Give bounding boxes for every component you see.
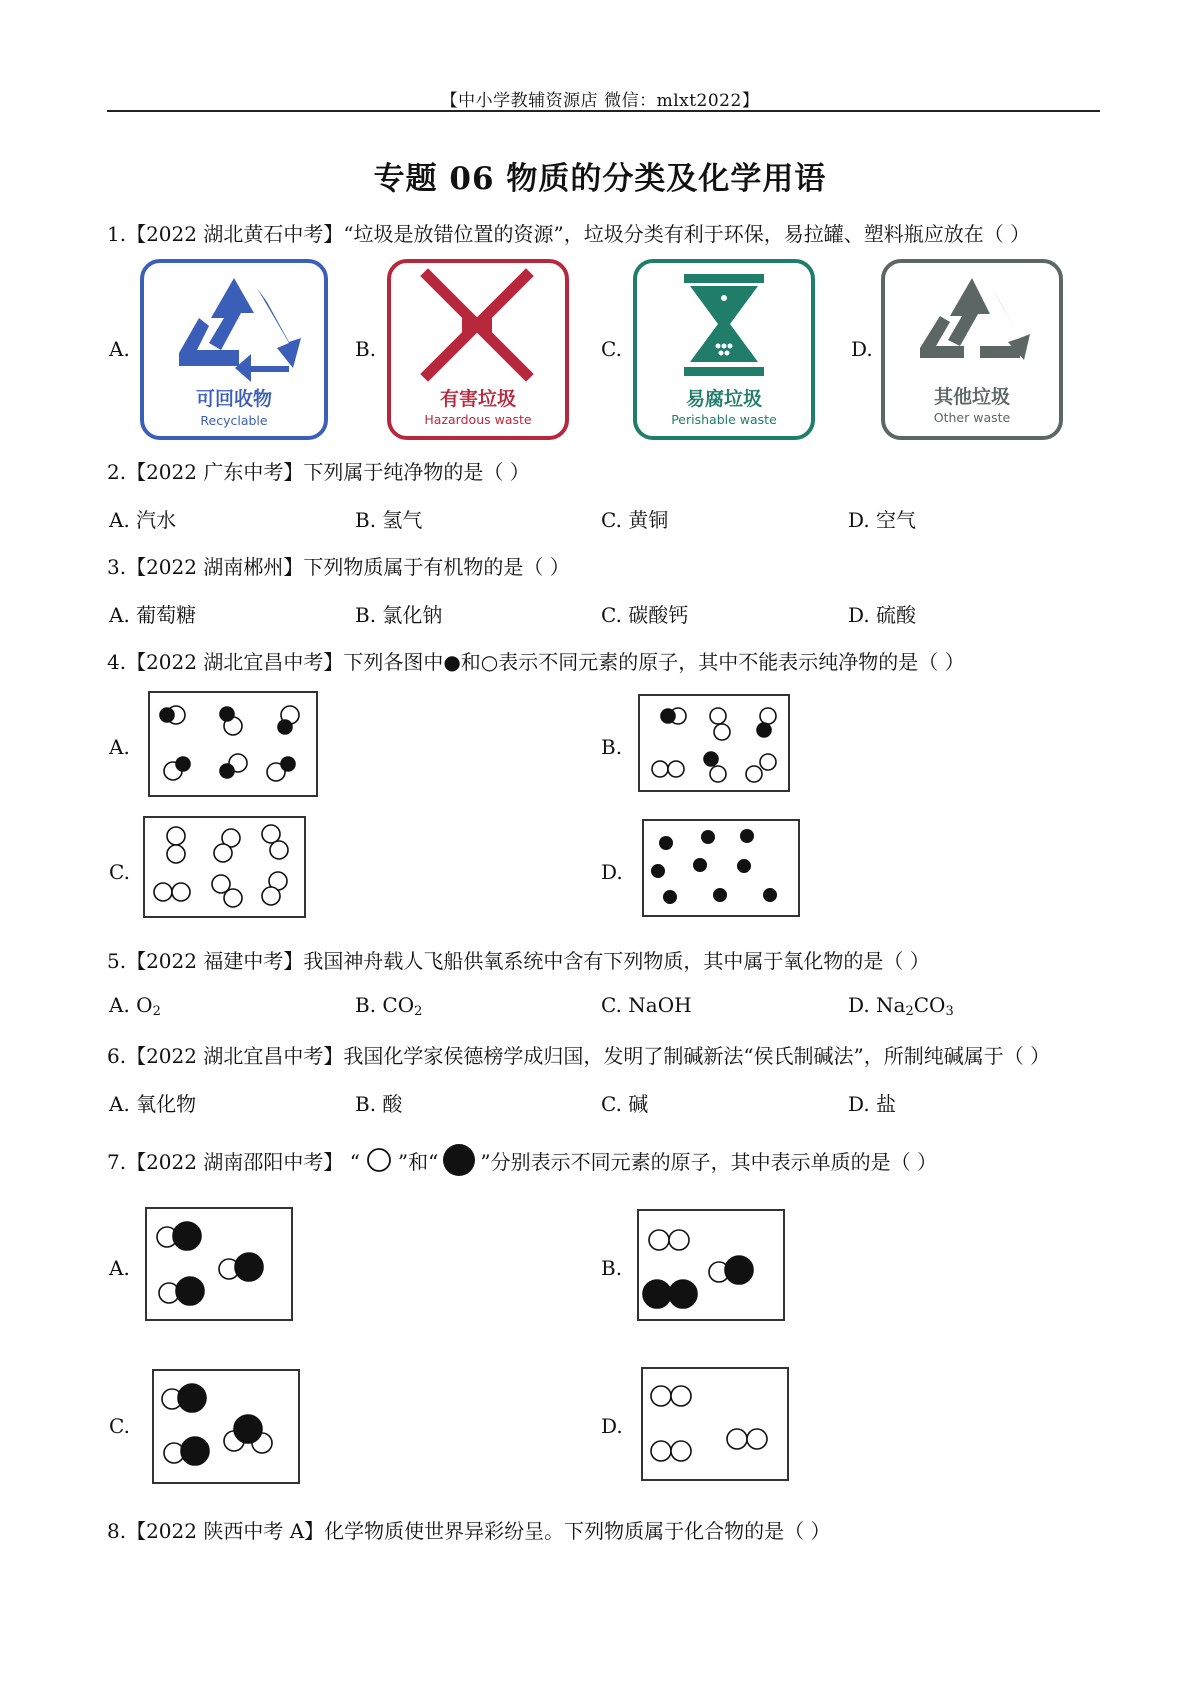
question-1-text: 1.【2022 湖北黄石中考】“垃圾是放错位置的资源”，垃圾分类有利于环保，易拉罐、塑料瓶应放在（ ） bbox=[107, 222, 1031, 246]
page-title: 专题 06 物质的分类及化学用语 bbox=[373, 161, 827, 197]
q3-option-a: A. 葡萄糖 bbox=[109, 603, 197, 627]
q1-option-c-cn: 易腐垃圾 bbox=[685, 388, 763, 410]
question-6-text: 6.【2022 湖北宜昌中考】我国化学家侯德榜学成归国，发明了制碱新法“侯氏制碱法”，所制纯碱属于（ ） bbox=[107, 1044, 1051, 1068]
q2-option-a: A. 汽水 bbox=[109, 508, 177, 532]
question-5-text: 5.【2022 福建中考】我国神舟载人飞船供氧系统中含有下列物质，其中属于氧化物的是（ ） bbox=[107, 949, 930, 973]
q7-option-a-diagram bbox=[145, 1207, 293, 1321]
q1-option-b-en: Hazardous waste bbox=[424, 412, 532, 427]
q7-option-a-label: A. bbox=[109, 1256, 130, 1280]
q1-option-a-bin-sign bbox=[139, 258, 329, 441]
q1-option-c-label: C. bbox=[601, 337, 622, 361]
q1-option-b-bin-sign bbox=[386, 258, 570, 441]
q3-option-d: D. 硫酸 bbox=[848, 603, 917, 627]
q1-option-a-en: Recyclable bbox=[200, 413, 268, 428]
q6-option-d: D. 盐 bbox=[848, 1092, 897, 1116]
q4-option-c-label: C. bbox=[109, 860, 130, 884]
q1-option-a-cn: 可回收物 bbox=[195, 388, 273, 410]
q6-option-b: B. 酸 bbox=[355, 1092, 403, 1116]
q1-option-d-en: Other waste bbox=[933, 410, 1011, 425]
q1-option-c-en: Perishable waste bbox=[671, 412, 777, 427]
q7-option-d-label: D. bbox=[601, 1414, 623, 1438]
q5-option-c: C. NaOH bbox=[601, 993, 692, 1017]
q2-option-d: D. 空气 bbox=[848, 508, 917, 532]
q2-option-c: C. 黄铜 bbox=[601, 508, 669, 532]
header-divider bbox=[107, 110, 1100, 112]
q4-option-b-label: B. bbox=[601, 735, 623, 759]
q4-option-a-diagram bbox=[148, 691, 318, 797]
black-atom-icon bbox=[440, 1141, 478, 1179]
q1-option-d-label: D. bbox=[851, 337, 873, 361]
q1-option-d-cn: 其他垃圾 bbox=[933, 386, 1011, 408]
q3-option-b: B. 氯化钠 bbox=[355, 603, 443, 627]
question-8-text: 8.【2022 陕西中考 A】化学物质使世界异彩纷呈。下列物质属于化合物的是（ ） bbox=[107, 1519, 831, 1543]
q4-option-b-diagram bbox=[638, 694, 790, 792]
q7-option-c-label: C. bbox=[109, 1414, 130, 1438]
question-3-text: 3.【2022 湖南郴州】下列物质属于有机物的是（ ） bbox=[107, 555, 570, 579]
q6-option-a: A. 氧化物 bbox=[109, 1092, 197, 1116]
question-2-text: 2.【2022 广东中考】下列属于纯净物的是（ ） bbox=[107, 460, 530, 484]
q5-option-b: B. $CO_2$ bbox=[355, 993, 423, 1019]
q1-option-d-bin-sign bbox=[880, 258, 1064, 441]
q6-option-c: C. 碱 bbox=[601, 1092, 649, 1116]
q1-option-b-label: B. bbox=[355, 337, 377, 361]
q7-option-c-diagram bbox=[152, 1369, 300, 1484]
q1-option-c-bin-sign bbox=[632, 258, 816, 441]
q1-option-b-cn: 有害垃圾 bbox=[439, 388, 517, 410]
question-7-text: 7.【2022 湖南邵阳中考】 “ ”和“ ”分别表示不同元素的原子，其中表示单质的是（ ） bbox=[107, 1141, 937, 1179]
q7-option-d-diagram bbox=[641, 1367, 789, 1481]
page-header: 【中小学教辅资源店 微信：mlxt2022】 bbox=[440, 91, 760, 111]
q7-option-b-label: B. bbox=[601, 1256, 623, 1280]
q4-option-d-label: D. bbox=[601, 860, 623, 884]
q4-option-a-label: A. bbox=[109, 735, 130, 759]
question-4-text: 4.【2022 湖北宜昌中考】下列各图中●和○表示不同元素的原子，其中不能表示纯净物的是（ ） bbox=[107, 650, 965, 674]
q3-option-c: C. 碳酸钙 bbox=[601, 603, 689, 627]
q7-option-b-diagram bbox=[637, 1209, 785, 1321]
q2-option-b: B. 氢气 bbox=[355, 508, 423, 532]
q1-option-a-label: A. bbox=[109, 337, 130, 361]
q5-option-d: D. $Na_2CO_3$ bbox=[848, 993, 954, 1019]
q4-option-c-diagram bbox=[143, 816, 306, 918]
q4-option-d-diagram bbox=[642, 819, 800, 917]
q5-option-a: A. $O_2$ bbox=[109, 993, 161, 1019]
white-atom-icon bbox=[364, 1145, 394, 1175]
